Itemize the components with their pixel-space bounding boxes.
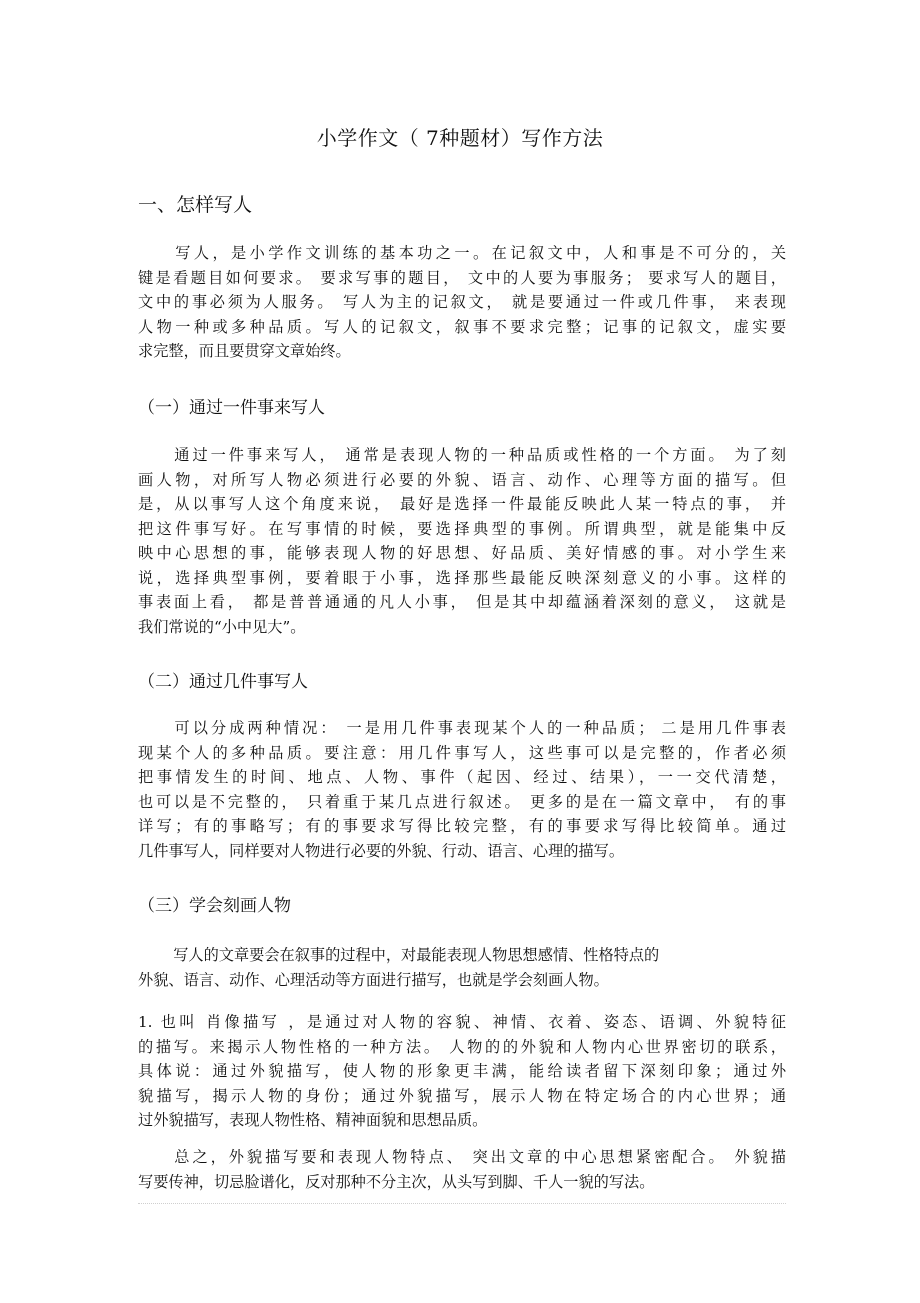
paragraph-one-event xyxy=(138,443,786,639)
text-line: 求完整，而且要贯穿文章始终。 xyxy=(138,342,351,360)
text-line: 具体说：通过外貌描写，使人物的形象更丰满，能给读者留下深刻印象；通过外 xyxy=(138,1062,786,1080)
text-line: 映中心思想的事，能够表现人物的好思想、好品质、美好情感的事。对小学生来 xyxy=(138,544,786,562)
intro-paragraph xyxy=(138,241,786,364)
text-line: 说，选择典型事例，要着眼于小事，选择那些最能反映深刻意义的小事。这样的 xyxy=(138,568,786,587)
text-line: 把事情发生的时间、地点、人物、事件（起因、经过、结果），一一交代清楚， xyxy=(138,768,786,786)
subheading-several-events: （二）通过几件事写人 xyxy=(138,672,308,692)
text-line: 可以分成两种情况： 一是用几件事表现某个人的一种品质； 二是用几件事表 xyxy=(138,719,786,737)
text-line: 总之，外貌描写要和表现人物特点、 突出文章的中心思想紧密配合。 外貌描 xyxy=(138,1148,786,1166)
text-line: 过外貌描写，表现人物性格、精神面貌和思想品质。 xyxy=(138,1111,488,1129)
section-heading-writing-people: 一、怎样写人 xyxy=(138,194,253,216)
paragraph-summary xyxy=(138,1145,786,1194)
page-bottom-divider xyxy=(138,1203,786,1204)
text-line: 把这件事写好。在写事情的时候，要选择典型的事例。所谓典型，就是能集中反 xyxy=(138,519,786,538)
text-line: 的描写。来揭示人物性格的一种方法。 人物的的外貌和人物内心世界密切的联系， xyxy=(138,1037,786,1056)
text-line: 1. 也叫 肖像描写 ，是通过对人物的容貌、神情、衣着、姿态、语调、外貌特征 xyxy=(138,1013,786,1031)
subheading-one-event: （一）通过一件事来写人 xyxy=(138,398,325,418)
subheading-depict-characters: （三）学会刻画人物 xyxy=(138,896,291,916)
text-line: 写人，是小学作文训练的基本功之一。在记叙文中，人和事是不可分的，关 xyxy=(138,244,786,262)
text-line: 几件事写人，同样要对人物进行必要的外貌、行动、语言、心理的描写。 xyxy=(138,841,624,860)
text-line: 写要传神，切忌脸谱化，反对那种不分主次，从头写到脚、千人一貌的写法。 xyxy=(138,1172,655,1191)
text-line: 我们常说的“小中见大”。 xyxy=(138,617,306,636)
text-line: 详写；有的事略写；有的事要求写得比较完整，有的事要求写得比较简单。通过 xyxy=(138,817,786,835)
text-line: 外貌、语言、动作、心理活动等方面进行描写，也就是学会刻画人物。 xyxy=(138,970,609,989)
text-line: 文中的事必须为人服务。 写人为主的记叙文， 就是要通过一件或几件事， 来表现 xyxy=(138,293,786,311)
paragraph-appearance-description xyxy=(138,1010,786,1133)
text-line: 是，从以事写人这个角度来说， 最好是选择一件最能反映此人某一特点的事， 并 xyxy=(138,495,786,513)
paragraph-depict-intro xyxy=(138,943,786,992)
text-line: 事表面上看， 都是普普通通的凡人小事， 但是其中却蕴涵着深刻的意义， 这就是 xyxy=(138,593,786,611)
text-line: 通过一件事来写人， 通常是表现人物的一种品质或性格的一个方面。 为了刻 xyxy=(138,446,786,464)
text-line: 画人物，对所写人物必须进行必要的外貌、语言、动作、心理等方面的描写。但 xyxy=(138,470,786,489)
text-line: 人物一种或多种品质。写人的记叙文，叙事不要求完整；记事的记叙文，虚实要 xyxy=(138,317,786,336)
text-line: 写人的文章要会在叙事的过程中，对最能表现人物思想感情、性格特点的 xyxy=(138,946,660,964)
text-line: 也可以是不完整的， 只着重于某几点进行叙述。 更多的是在一篇文章中， 有的事 xyxy=(138,792,786,811)
text-line: 貌描写，揭示人物的身份；通过外貌描写，展示人物在特定场合的内心世界；通 xyxy=(138,1086,786,1105)
document-title: 小学作文（ 7种题材）写作方法 xyxy=(316,126,604,150)
text-line: 现某个人的多种品质。要注意：用几件事写人，这些事可以是完整的，作者必须 xyxy=(138,743,786,762)
text-line: 键是看题目如何要求。 要求写事的题目， 文中的人要为事服务； 要求写人的题目， xyxy=(138,268,786,287)
paragraph-several-events xyxy=(138,716,786,863)
